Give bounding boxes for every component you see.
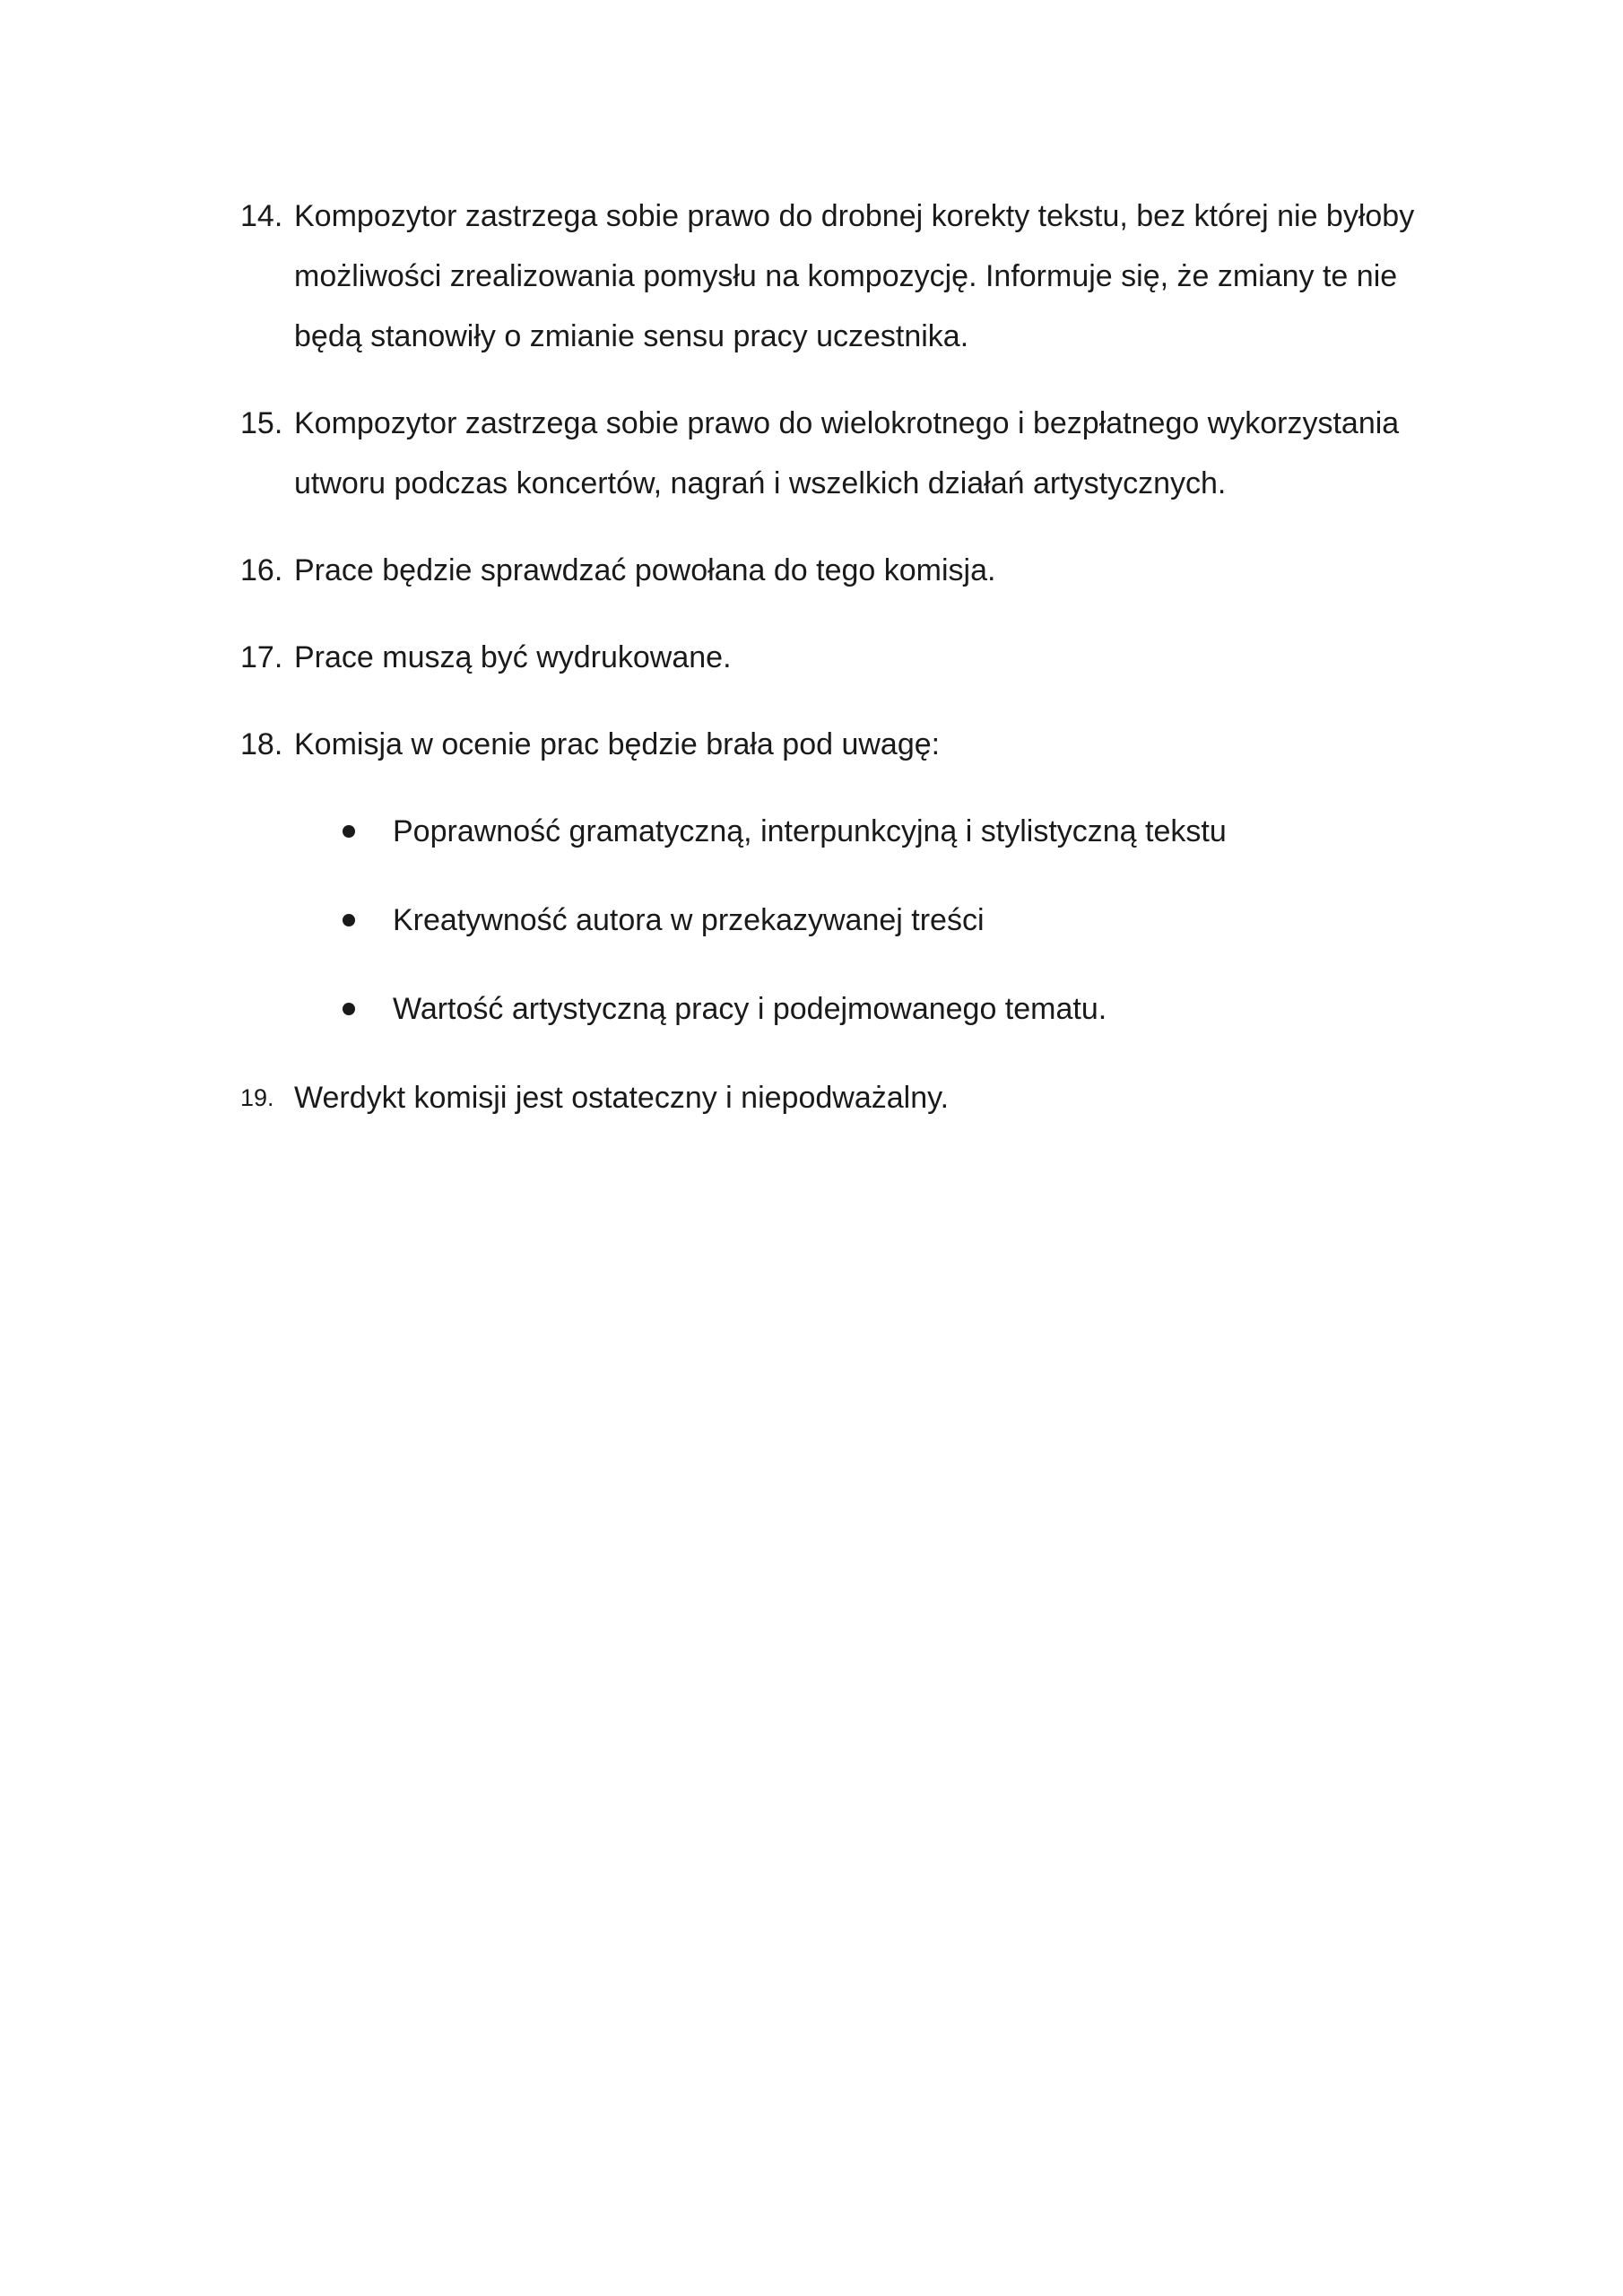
rule-number: 15. bbox=[240, 406, 283, 440]
rule-text: Komisja w ocenie prac będzie brała pod uwagę: bbox=[294, 727, 941, 761]
rule-number: 17. bbox=[240, 640, 283, 674]
criteria-text: Poprawność gramatyczną, interpunkcyjną i stylistyczną tekstu bbox=[393, 814, 1227, 848]
criteria-item bbox=[240, 802, 1433, 862]
bullet-icon bbox=[343, 1003, 355, 1015]
criteria-item bbox=[240, 979, 1433, 1039]
rule-item-16 bbox=[240, 541, 1433, 601]
rule-number: 19. bbox=[240, 1084, 274, 1111]
rule-item-18 bbox=[240, 715, 1433, 775]
rule-number: 16. bbox=[240, 553, 283, 587]
rule-text: Werdykt komisji jest ostateczny i niepodważalny. bbox=[294, 1081, 950, 1115]
rule-text: Kompozytor zastrzega sobie prawo do drobnej korekty tekstu, bez której nie byłoby możliwości zrealizowania pomysłu na kompozycję. Informuje się, że zmiany te nie będą stanowiły o zmianie sensu pracy uczestnika. bbox=[294, 199, 1415, 353]
criteria-text: Wartość artystyczną pracy i podejmowanego tematu. bbox=[393, 992, 1107, 1026]
rule-item-14 bbox=[240, 187, 1433, 367]
criteria-list bbox=[240, 802, 1433, 1039]
rule-item-19 bbox=[240, 1068, 1433, 1128]
criteria-text: Kreatywność autora w przekazywanej treści bbox=[393, 903, 985, 937]
rule-number: 18. bbox=[240, 727, 283, 761]
rule-item-15 bbox=[240, 394, 1433, 514]
rule-text: Kompozytor zastrzega sobie prawo do wielokrotnego i bezpłatnego wykorzystania utworu podczas koncertów, nagrań i wszelkich działań artystycznych. bbox=[294, 406, 1400, 500]
rule-text: Prace muszą być wydrukowane. bbox=[294, 640, 732, 674]
rule-number: 14. bbox=[240, 199, 283, 233]
rules-list bbox=[240, 187, 1433, 1155]
bullet-icon bbox=[343, 914, 355, 926]
rule-text: Prace będzie sprawdzać powołana do tego komisja. bbox=[294, 553, 996, 587]
criteria-item bbox=[240, 891, 1433, 951]
bullet-icon bbox=[343, 825, 355, 838]
rule-item-17 bbox=[240, 628, 1433, 688]
